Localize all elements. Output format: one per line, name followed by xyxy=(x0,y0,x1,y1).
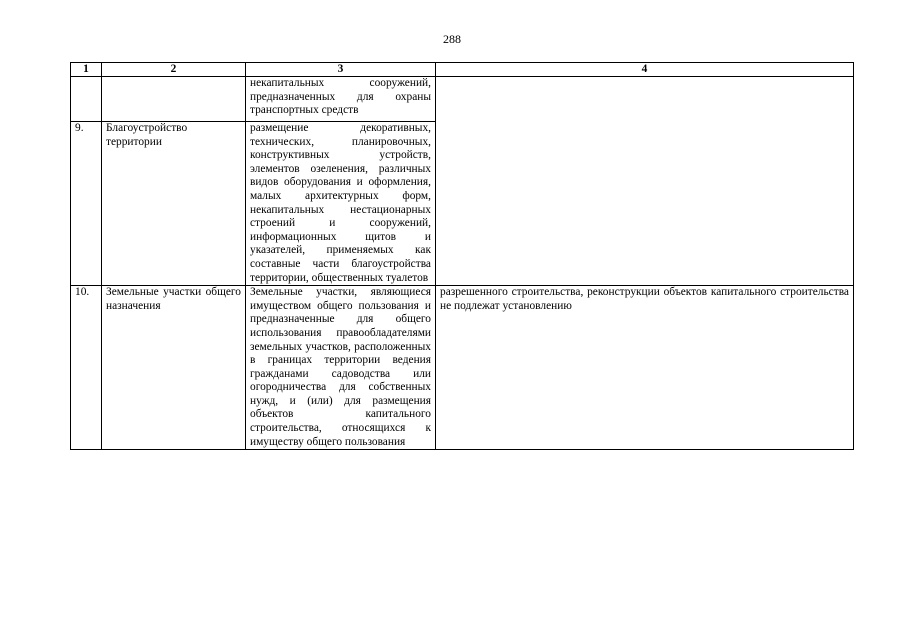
table-row xyxy=(71,77,854,122)
row-number: 9. xyxy=(71,122,102,286)
parameters-cell xyxy=(436,77,854,286)
column-header-1: 1 xyxy=(71,63,102,77)
use-type-description: размещение декоративных, технических, планировочных, конструктивных устройств, элементов озеленения, различных видов оборудования и оформления, малых архитектурных форм, некапитальных нестационарных строений и сооружений, информационных щитов и указателей, применяемых как составные части благоустройства территории, общественных туалетов xyxy=(246,122,436,286)
table-row xyxy=(71,286,854,450)
row-number xyxy=(71,77,102,122)
column-header-4: 4 xyxy=(436,63,854,77)
use-type-name: Благоустройство территории xyxy=(102,122,246,286)
use-type-name: Земельные участки общего назначения xyxy=(102,286,246,450)
column-header-2: 2 xyxy=(102,63,246,77)
parameters-cell: разрешенного строительства, реконструкции объектов капитального строительства не подлежат установлению xyxy=(436,286,854,450)
land-use-table xyxy=(70,62,854,450)
page-number: 288 xyxy=(443,32,461,46)
use-type-name xyxy=(102,77,246,122)
use-type-description: некапитальных сооружений, предназначенных для охраны транспортных средств xyxy=(246,77,436,122)
row-number: 10. xyxy=(71,286,102,450)
column-header-3: 3 xyxy=(246,63,436,77)
table-header-row xyxy=(71,63,854,77)
use-type-description: Земельные участки, являющиеся имуществом общего пользования и предназначенные для общего использования правообладателями земельных участков, расположенных в границах территории ведения гражданами садоводства или огородничества для собственных нужд, и (или) для размещения объектов капитального строительства, относящихся к имуществу общего пользования xyxy=(246,286,436,450)
